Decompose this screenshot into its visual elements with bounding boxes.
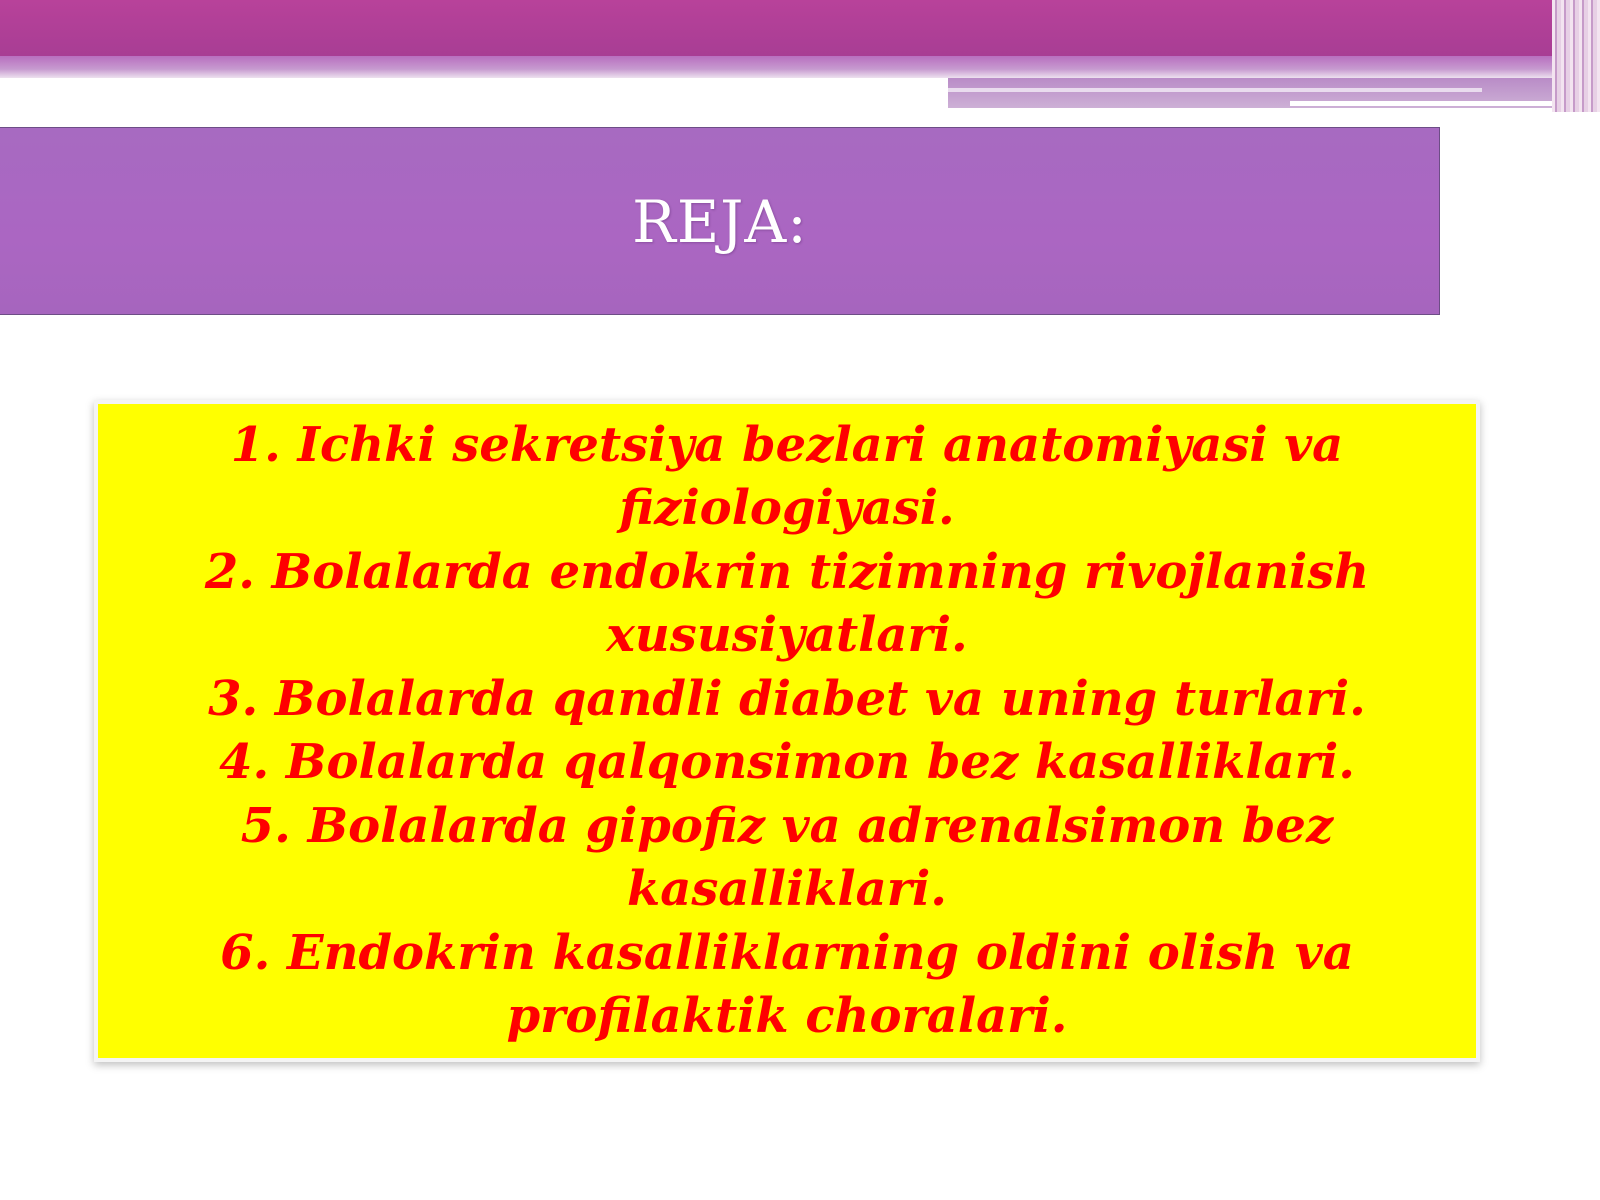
top-decorative-band-shadow	[0, 56, 1600, 78]
plan-list	[157, 414, 1417, 1049]
slide-title: REJA:	[632, 188, 808, 256]
plan-item-2: 2. Bolalarda endokrin tizimning rivojlanish xususiyatlari.	[204, 543, 1370, 663]
title-banner	[0, 127, 1440, 315]
right-decorative-stripes	[1552, 0, 1600, 112]
plan-content-box	[94, 400, 1480, 1062]
plan-item-6: 6. Endokrin kasalliklarning oldini olish va profilaktik choralari.	[220, 924, 1354, 1044]
plan-item-3: 3. Bolalarda qandli diabet va uning turlari.	[208, 670, 1366, 727]
top-decorative-line-secondary	[1290, 101, 1580, 106]
top-decorative-band	[0, 0, 1600, 56]
plan-item-1: 1. Ichki sekretsiya bezlari anatomiyasi va fiziologiyasi.	[230, 416, 1344, 536]
plan-item-4: 4. Bolalarda qalqonsimon bez kasalliklari.	[219, 734, 1355, 790]
top-decorative-line	[948, 88, 1482, 92]
plan-item-5: 5. Bolalarda gipofiz va adrenalsimon bez kasalliklari.	[240, 797, 1334, 917]
